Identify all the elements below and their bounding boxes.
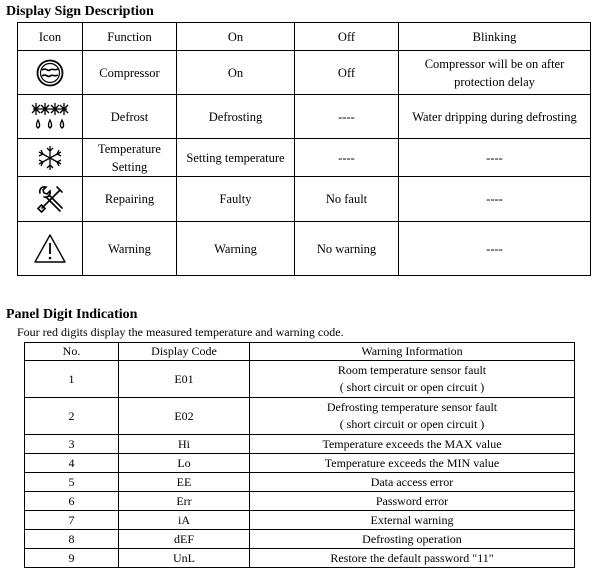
row-function: Defrost: [83, 95, 177, 139]
table-row: [25, 454, 575, 473]
row-no: 3: [25, 435, 119, 454]
row-blinking: [399, 51, 591, 95]
row-info-line1: Defrosting temperature sensor fault: [326, 400, 498, 414]
header-warning-info: Warning Information: [250, 343, 575, 361]
row-no: 2: [25, 398, 119, 435]
header-blinking: Blinking: [399, 23, 591, 51]
header-on: On: [177, 23, 295, 51]
table-row: [18, 177, 591, 222]
table-row: [25, 549, 575, 568]
table-row: [25, 492, 575, 511]
row-off: ----: [295, 139, 399, 177]
row-on: Setting temperature: [177, 139, 295, 177]
table-row: [25, 511, 575, 530]
header-function: Function: [83, 23, 177, 51]
row-info: Defrosting operation: [250, 530, 575, 549]
row-info-line2: ( short circuit or open circuit ): [339, 417, 485, 431]
row-code: Err: [119, 492, 250, 511]
header-no: No.: [25, 343, 119, 361]
defrost-icon: [18, 95, 83, 139]
table-row: [18, 95, 591, 139]
row-no: 4: [25, 454, 119, 473]
row-off: No fault: [295, 177, 399, 222]
row-off: ----: [295, 95, 399, 139]
row-code: Hi: [119, 435, 250, 454]
row-info: Password error: [250, 492, 575, 511]
row-info: [250, 361, 575, 398]
panel-digit-table: [24, 342, 575, 568]
row-blinking: Water dripping during defrosting: [399, 95, 591, 139]
row-blinking-line1: Compressor will be on after: [424, 56, 565, 71]
table-row: [25, 473, 575, 492]
row-info-line2: ( short circuit or open circuit ): [339, 380, 485, 394]
row-code: iA: [119, 511, 250, 530]
panel-digit-description: Four red digits display the measured temperature and warning code.: [17, 325, 344, 339]
warning-icon: [18, 222, 83, 276]
row-function-line2: Setting: [111, 159, 148, 174]
row-info: Temperature exceeds the MIN value: [250, 454, 575, 473]
row-no: 9: [25, 549, 119, 568]
row-blinking: ----: [399, 222, 591, 276]
table-row: [25, 530, 575, 549]
row-info: Temperature exceeds the MAX value: [250, 435, 575, 454]
row-function: [83, 139, 177, 177]
row-no: 7: [25, 511, 119, 530]
panel-digit-title: Panel Digit Indication: [6, 307, 138, 322]
header-icon: Icon: [18, 23, 83, 51]
row-code: dEF: [119, 530, 250, 549]
row-info: Restore the default password "11": [250, 549, 575, 568]
row-function: Warning: [83, 222, 177, 276]
table-row: [18, 51, 591, 95]
row-code: E01: [119, 361, 250, 398]
row-off: Off: [295, 51, 399, 95]
row-function-line1: Temperature: [98, 141, 161, 156]
snowflake-icon: [18, 139, 83, 177]
row-on: Defrosting: [177, 95, 295, 139]
row-info: Data access error: [250, 473, 575, 492]
header-display-code: Display Code: [119, 343, 250, 361]
row-code: E02: [119, 398, 250, 435]
row-no: 6: [25, 492, 119, 511]
table-row: [25, 398, 575, 435]
table-header-row: [18, 23, 591, 51]
display-sign-table: [17, 22, 591, 276]
row-no: 5: [25, 473, 119, 492]
header-off: Off: [295, 23, 399, 51]
compressor-icon: [18, 51, 83, 95]
row-blinking-line2: protection delay: [454, 74, 535, 89]
row-on: On: [177, 51, 295, 95]
table-row: [18, 222, 591, 276]
row-info-line1: Room temperature sensor fault: [337, 363, 487, 377]
row-no: 8: [25, 530, 119, 549]
row-function: Repairing: [83, 177, 177, 222]
table-row: [25, 361, 575, 398]
wrench-icon: [18, 177, 83, 222]
row-on: Warning: [177, 222, 295, 276]
row-function: Compressor: [83, 51, 177, 95]
row-code: UnL: [119, 549, 250, 568]
table-row: [25, 435, 575, 454]
row-blinking: ----: [399, 139, 591, 177]
row-on: Faulty: [177, 177, 295, 222]
row-off: No warning: [295, 222, 399, 276]
table-row: [18, 139, 591, 177]
row-no: 1: [25, 361, 119, 398]
row-code: EE: [119, 473, 250, 492]
row-info: External warning: [250, 511, 575, 530]
table-header-row: [25, 343, 575, 361]
display-sign-title: Display Sign Description: [6, 4, 154, 19]
row-info: [250, 398, 575, 435]
row-blinking: ----: [399, 177, 591, 222]
row-code: Lo: [119, 454, 250, 473]
